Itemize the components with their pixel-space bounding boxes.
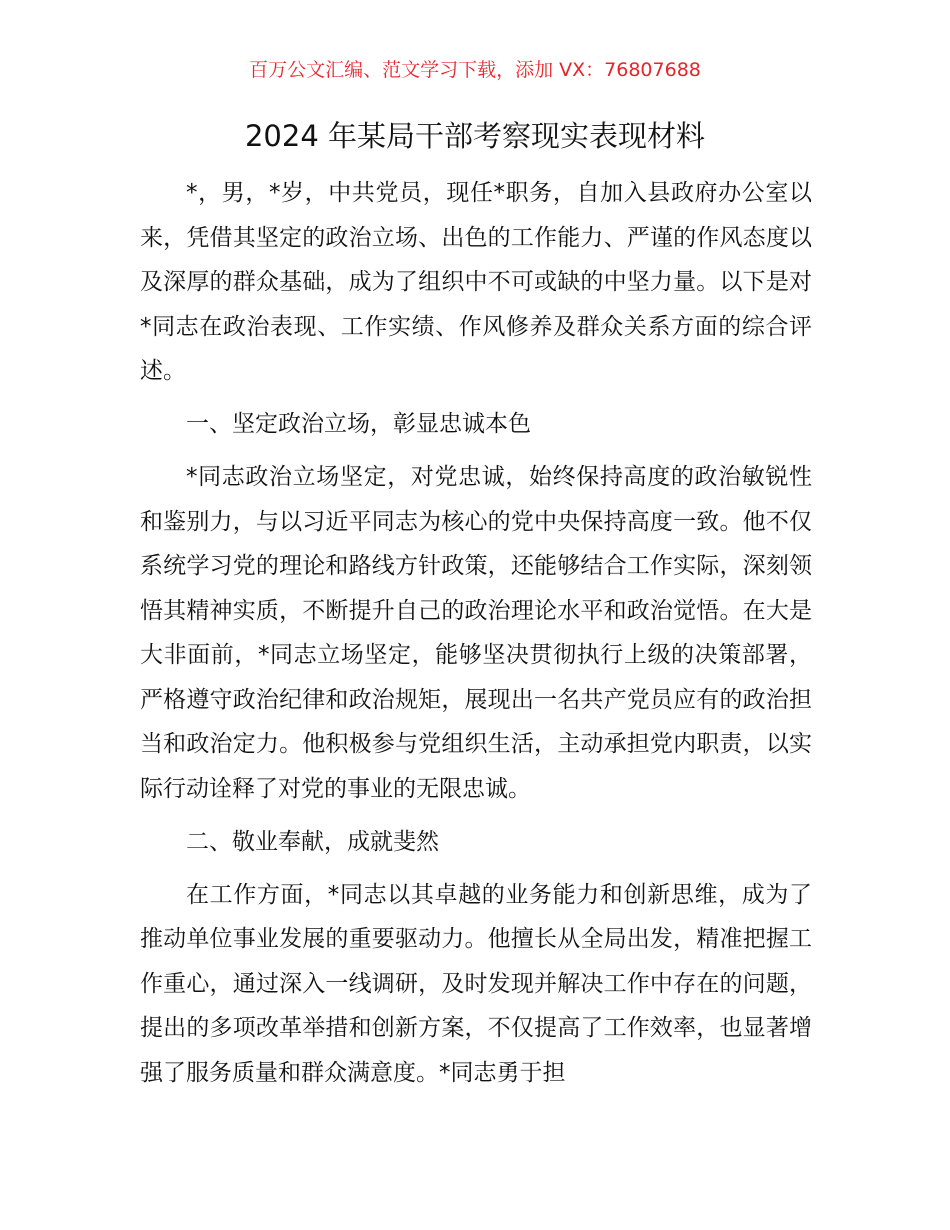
section-heading-2: 二、敬业奉献，成就斐然	[186, 828, 439, 855]
section-1-paragraph: *同志政治立场坚定，对党忠诚，始终保持高度的政治敏锐性和鉴别力，与以习近平同志为核心的党中央保持高度一致。他不仅系统学习党的理论和路线方针政策，还能够结合工作实际，深刻领悟其精神实质，不断提升自己的政治理论水平和政治觉悟。在大是大非面前，*同志立场坚定，能够坚决贯彻执行上级的决策部署，严格遵守政治纪律和政治规矩，展现出一名共产党员应有的政治担当和政治定力。他积极参与党组织生活，主动承担党内职责，以实际行动诠释了对党的事业的无限忠诚。	[140, 464, 812, 802]
section-heading-1: 一、坚定政治立场，彰显忠诚本色	[186, 411, 531, 437]
document-title: 2024 年某局干部考察现实表现材料	[244, 119, 706, 153]
document-body	[140, 171, 812, 1104]
intro-paragraph: *，男，*岁，中共党员，现任*职务，自加入县政府办公室以来，凭借其坚定的政治立场、出色的工作能力、严谨的作风态度以及深厚的群众基础，成为了组织中不可或缺的中坚力量。以下是对*同志在政治表现、工作实绩、作风修养及群众关系方面的综合评述。	[140, 180, 812, 384]
section-2-paragraph: 在工作方面，*同志以其卓越的业务能力和创新思维，成为了推动单位事业发展的重要驱动力。他擅长从全局出发，精准把握工作重心，通过深入一线调研，及时发现并解决工作中存在的问题，提出的多项改革举措和创新方案，不仅提高了工作效率，也显著增强了服务质量和群众满意度。*同志勇于担	[140, 881, 812, 1086]
header-banner: 百万公文汇编、范文学习下载，添加 VX：76807688	[249, 59, 701, 81]
